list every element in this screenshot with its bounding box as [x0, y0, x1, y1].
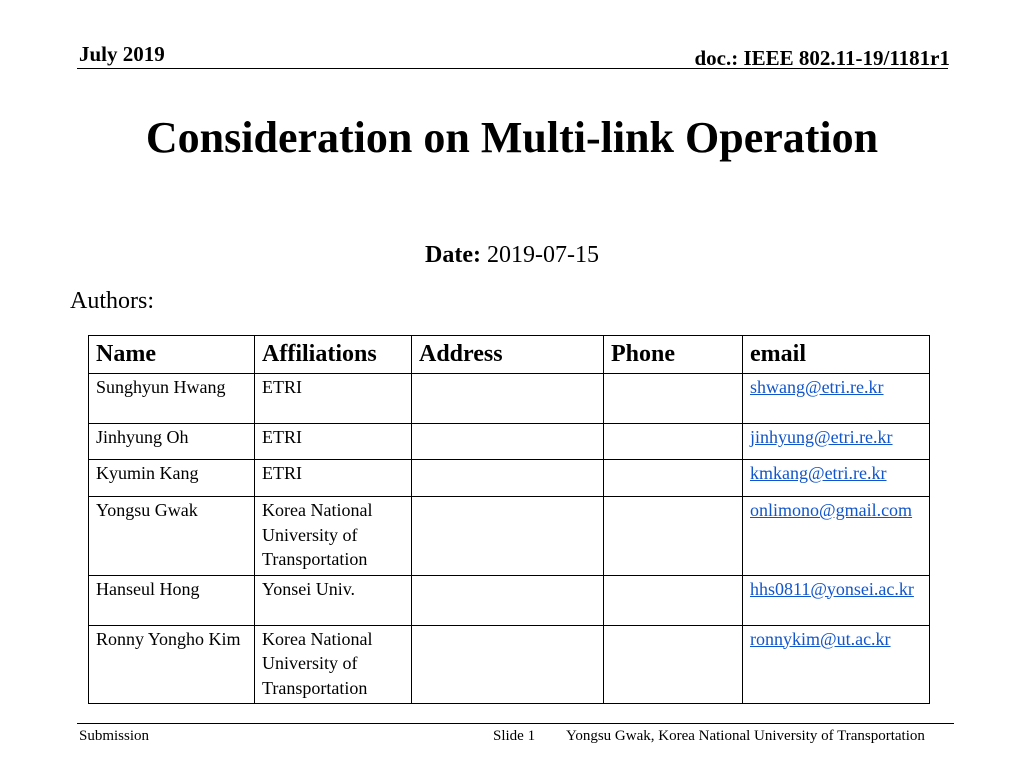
authors-label: Authors:: [70, 288, 154, 314]
footer-author: Yongsu Gwak, Korea National University of Transportation: [566, 728, 925, 744]
author-affiliation: ETRI: [255, 374, 412, 424]
footer-submission: Submission: [79, 728, 150, 744]
author-phone: [604, 374, 743, 424]
author-address: [412, 575, 604, 625]
slide-title: Consideration on Multi-link Operation: [145, 113, 879, 162]
author-address: [412, 460, 604, 497]
column-header-address: Address: [412, 336, 604, 374]
author-email-link[interactable]: shwang@etri.re.kr: [743, 374, 930, 424]
table-row: [89, 625, 930, 704]
author-address: [412, 424, 604, 460]
author-email-link[interactable]: kmkang@etri.re.kr: [743, 460, 930, 497]
date-label: Date:: [425, 242, 481, 268]
table-row: [89, 497, 930, 576]
document-id: doc.: IEEE 802.11-19/1181r1: [694, 46, 950, 70]
author-address: [412, 497, 604, 576]
author-affiliation: ETRI: [255, 460, 412, 497]
author-affiliation: Korea National University of Transportation: [255, 625, 412, 704]
author-phone: [604, 575, 743, 625]
author-name: Sunghyun Hwang: [89, 374, 255, 424]
table-header-row: [89, 336, 930, 374]
slide-number: Slide 1: [493, 728, 536, 744]
author-name: Hanseul Hong: [89, 575, 255, 625]
author-affiliation: Korea National University of Transportation: [255, 497, 412, 576]
author-email-link[interactable]: jinhyung@etri.re.kr: [743, 424, 930, 460]
date-line: [0, 242, 1024, 269]
author-name: Ronny Yongho Kim: [89, 625, 255, 704]
author-address: [412, 625, 604, 704]
column-header-name: Name: [89, 336, 255, 374]
author-address: [412, 374, 604, 424]
column-header-phone: Phone: [604, 336, 743, 374]
table-row: [89, 374, 930, 424]
column-header-email: email: [743, 336, 930, 374]
author-phone: [604, 424, 743, 460]
column-header-affiliations: Affiliations: [255, 336, 412, 374]
table-row: [89, 460, 930, 497]
author-name: Jinhyung Oh: [89, 424, 255, 460]
header-divider: [77, 68, 948, 69]
author-phone: [604, 497, 743, 576]
author-name: Yongsu Gwak: [89, 497, 255, 576]
table-row: [89, 575, 930, 625]
date-value: 2019-07-15: [486, 242, 599, 268]
author-email-link[interactable]: ronnykim@ut.ac.kr: [743, 625, 930, 704]
author-affiliation: Yonsei Univ.: [255, 575, 412, 625]
authors-table: [88, 335, 930, 704]
footer-divider: [77, 723, 954, 724]
author-name: Kyumin Kang: [89, 460, 255, 497]
author-phone: [604, 460, 743, 497]
author-email-link[interactable]: hhs0811@yonsei.ac.kr: [743, 575, 930, 625]
author-email-link[interactable]: onlimono@gmail.com: [743, 497, 930, 576]
header-date: July 2019: [79, 42, 165, 66]
author-phone: [604, 625, 743, 704]
author-affiliation: ETRI: [255, 424, 412, 460]
table-row: [89, 424, 930, 460]
